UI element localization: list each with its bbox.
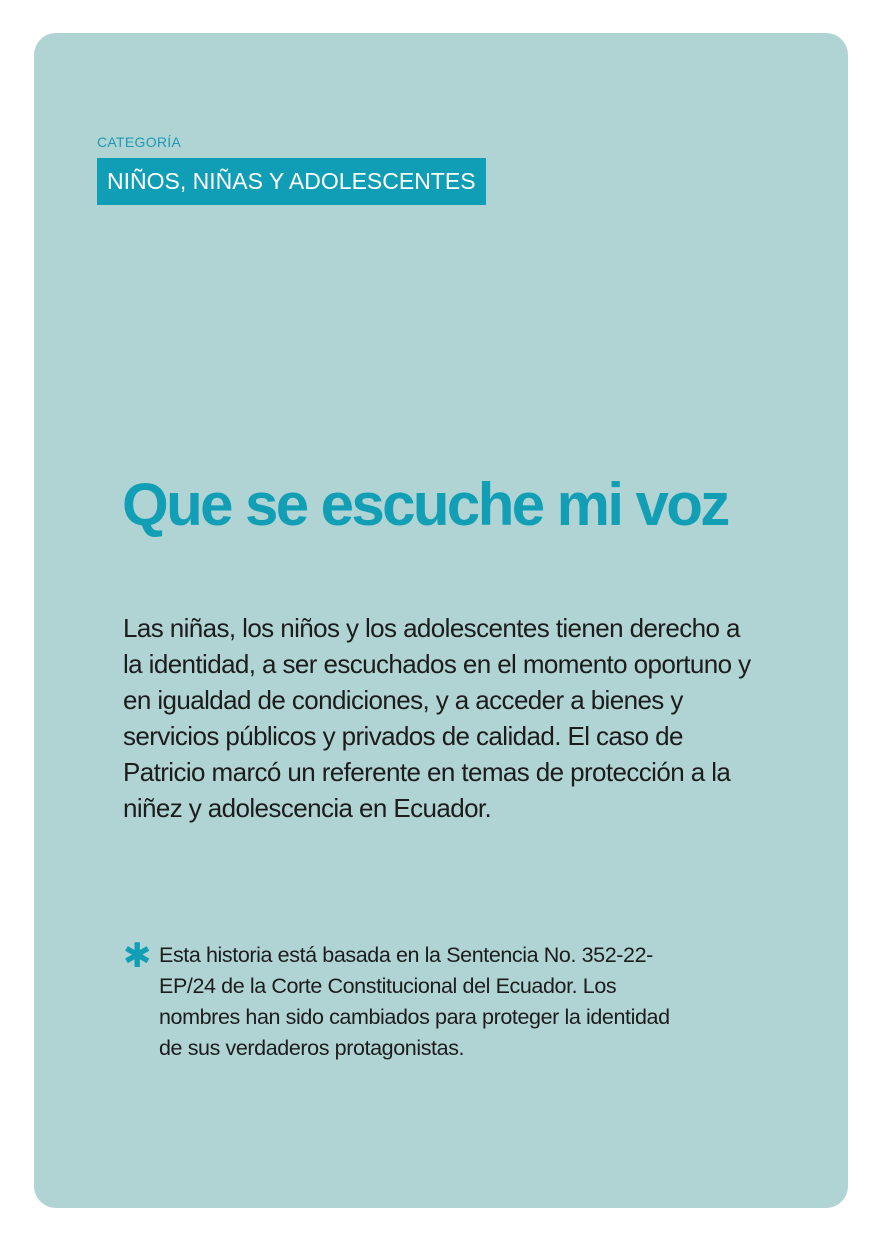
page-title: Que se escuche mi voz <box>122 471 728 538</box>
intro-paragraph: Las niñas, los niños y los adolescentes tienen derecho a la identidad, a ser escuchados en el momento oportuno y en igualdad de condiciones, y a acceder a bienes y servicios públicos y privados de calidad. El caso de Patricio marcó un referente en temas de protección a la niñez y adolescencia en Ecuador. <box>123 613 751 823</box>
category-label: CATEGORÍA <box>97 134 182 150</box>
category-tag: NIÑOS, NIÑAS Y ADOLESCENTES <box>97 158 486 205</box>
footnote <box>123 936 693 1064</box>
asterisk-icon: ✱ <box>123 936 152 976</box>
footnote-text: Esta historia está basada en la Sentencia No. 352-22-EP/24 de la Corte Constitucional del Ecuador. Los nombres han sido cambiados para proteger la identidad de sus verdaderos protagonistas. <box>159 943 670 1060</box>
